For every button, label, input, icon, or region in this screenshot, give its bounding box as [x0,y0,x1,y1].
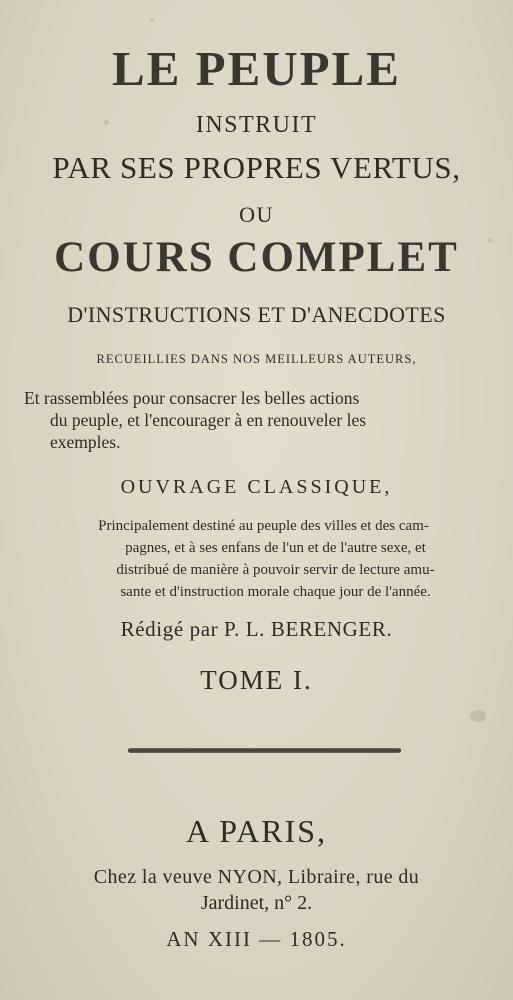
ornamental-rule [128,748,401,753]
title-line-instructions: D'INSTRUCTIONS ET D'ANECDOTES [67,302,446,327]
imprint-publisher: Chez la veuve NYON, Libraire, rue du [93,866,420,888]
title-line-vertus: PAR SES PROPRES VERTUS, [52,150,461,185]
imprint-city: A PARIS, [185,813,328,849]
foxing-spot [104,120,109,125]
purpose-paragraph [26,515,501,603]
purpose-line: sante et d'instruction morale chaque jour de l'année. [120,584,431,600]
classification-heading: OUVRAGE CLASSIQUE, [120,476,393,498]
author-credit: Rédigé par P. L. BERENGER. [120,617,393,641]
imprint-date: AN XIII — 1805. [166,927,347,951]
title-line-recueillies: RECUEILLIES DANS NOS MEILLEURS AUTEURS, [96,352,417,366]
foxing-spot [488,238,492,242]
book-title: LE PEUPLE [112,41,401,96]
purpose-line: pagnes, et à ses enfans de l'un et de l'autre sexe, et [125,540,426,556]
title-line-instruit: INSTRUIT [195,112,318,138]
imprint-address: Jardinet, n° 2. [200,892,313,914]
description-paragraph [24,387,501,453]
title-line-ou: OU [239,202,274,227]
description-line: exemples. [50,432,121,452]
volume-label: TOME I. [200,665,313,695]
title-line-cours-complet: COURS COMPLET [54,234,459,281]
foxing-spot [150,18,154,22]
purpose-line: distribué de manière à pouvoir servir de lecture amu- [116,562,435,578]
description-line: Et rassemblées pour consacrer les belles actions [24,388,360,408]
description-line: du peuple, et l'encourager à en renouveler les [50,410,367,430]
purpose-line: Principalement destiné au peuple des villes et des cam- [98,518,429,534]
foxing-spot [470,710,486,722]
